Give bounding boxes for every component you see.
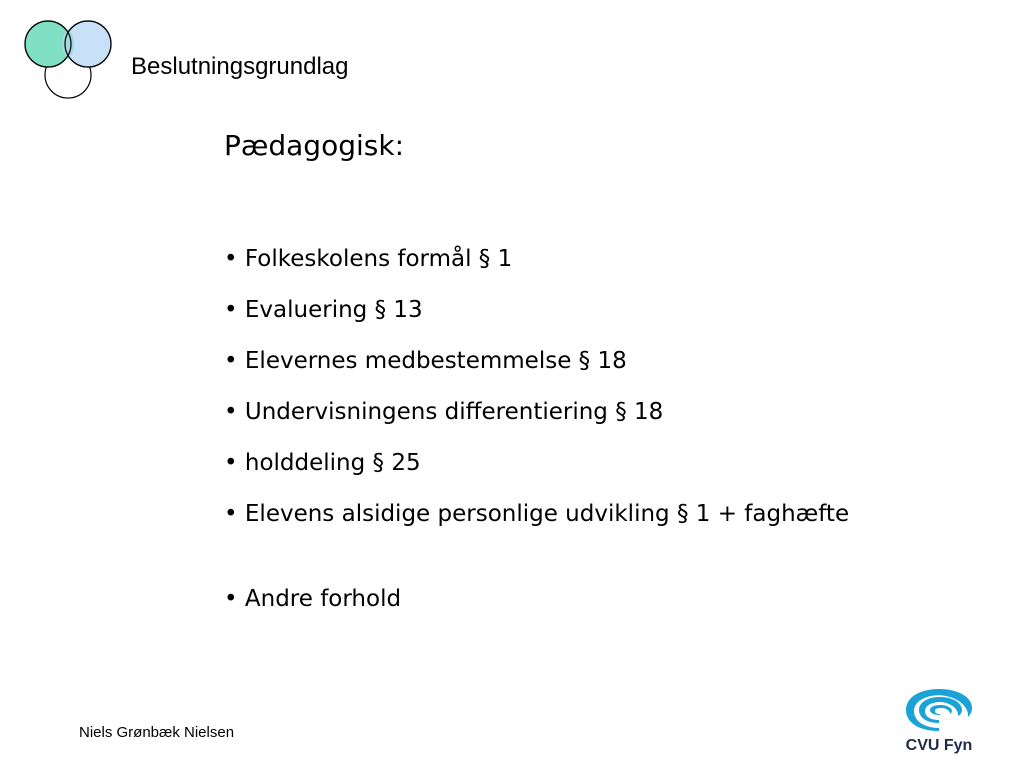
bullet-text: holddeling § 25 xyxy=(244,450,421,476)
bullet-dot: • xyxy=(224,501,238,527)
bullet-text: Andre forhold xyxy=(244,586,402,612)
bullet-item-medbestemmelse xyxy=(224,346,914,376)
bullet-text: Folkeskolens formål § 1 xyxy=(244,246,513,272)
bullet-dot: • xyxy=(224,586,238,612)
section-heading: Pædagogisk: xyxy=(224,129,405,162)
bullet-text: Elevernes medbestemmelse § 18 xyxy=(244,348,627,374)
bullet-text: Undervisningens differentiering § 18 xyxy=(244,399,664,425)
bullet-dot: • xyxy=(224,450,238,476)
bullet-item-udvikling xyxy=(224,499,914,529)
three-circles-icon xyxy=(20,20,120,100)
bullet-dot: • xyxy=(224,297,238,323)
bullet-dot: • xyxy=(224,399,238,425)
footer-author: Niels Grønbæk Nielsen xyxy=(79,724,235,741)
bullet-text: Evaluering § 13 xyxy=(244,297,423,323)
swirl-icon xyxy=(902,686,976,734)
brand-name: CVU Fyn xyxy=(905,737,973,754)
bullet-item-formaal xyxy=(224,244,914,274)
bullet-item-evaluering xyxy=(224,295,914,325)
bullet-list xyxy=(224,244,914,635)
bullet-text: Elevens alsidige personlige udvikling § 1 + faghæfte xyxy=(244,501,850,527)
brand-logo xyxy=(898,686,980,762)
bullet-item-andre-forhold xyxy=(224,584,914,614)
bullet-item-differentiering xyxy=(224,397,914,427)
bullet-dot: • xyxy=(224,348,238,374)
header-title: Beslutningsgrundlag xyxy=(131,53,349,80)
bullet-item-holddeling xyxy=(224,448,914,478)
bullet-dot: • xyxy=(224,246,238,272)
